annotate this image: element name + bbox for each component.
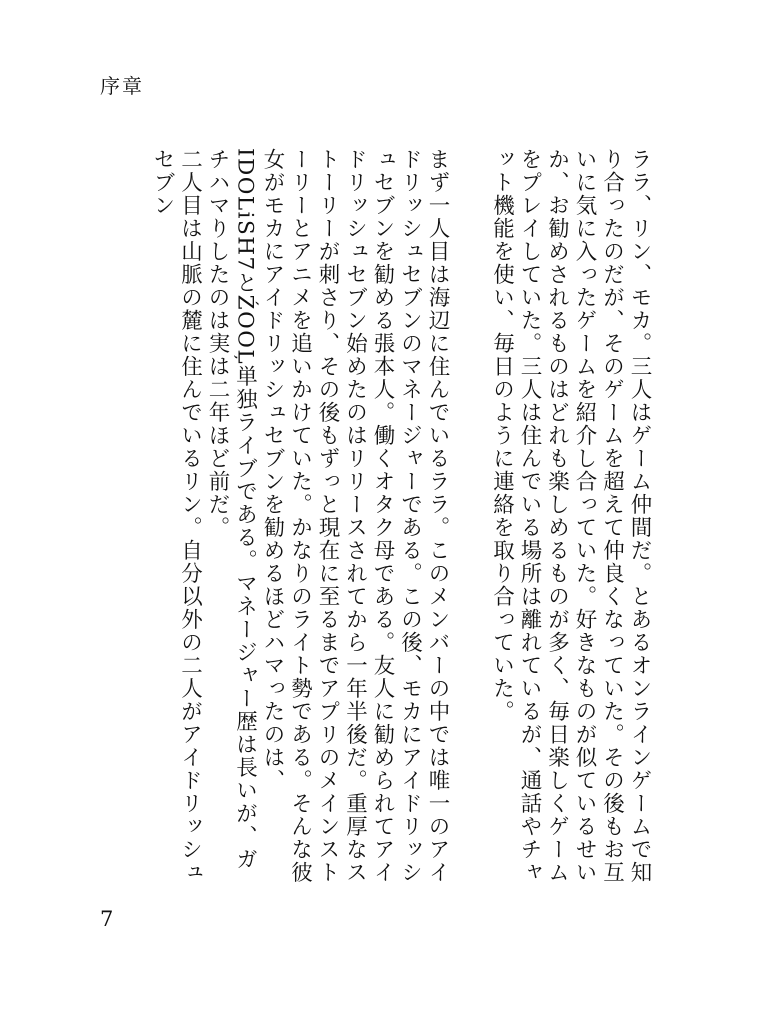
chapter-title: 序章 — [100, 74, 144, 98]
paragraph-rin: 二人目は山脈の麓に住んでいるリン。自分以外の二人がアイドリッシュセブン — [150, 148, 203, 884]
vertical-body-text — [149, 148, 654, 888]
page-number: 7 — [100, 907, 114, 931]
paragraph-intro: ララ、リン、モカ。三人はゲーム仲間だ。とあるオンラインゲームで知り合ったのだが、そのゲームを超えて仲良くなっていた。その後もお互いに気に入ったゲームを紹介し合っていた。好きなものが似ているせいか、お勧めされるものはどれも楽しめるものが多く、毎日楽しくゲームをプレイしていた。三人は住んでいる場所は離れているが、通話やチャット機能を使い、毎日のように連絡を取り合っていた。 — [489, 148, 652, 884]
paragraph-lala: まず一人目は海辺に住んでいるララ。このメンバーの中では唯一のアイドリッシュセブンのマネージャーである。この後、モカにアイドリッシュセブンを勧める張本人。働くオタク母である。友人に勧められてアイドリッシュセブン始めたのはリリースされてから一年半後だ。重厚なストーリーが刺さり、その後もずっと現在に至るまでアプリのメインストーリーとアニメを追いかけていた。かなりのライト勢である。そんな彼女がモカにアイドリッシュセブンを勧めるほどハマったのは、IDOLiSH7とŹOOĻ単独ライブである。マネージャー歴は長いが、ガチハマりしたのは実は二年ほど前だ。 — [205, 148, 450, 884]
